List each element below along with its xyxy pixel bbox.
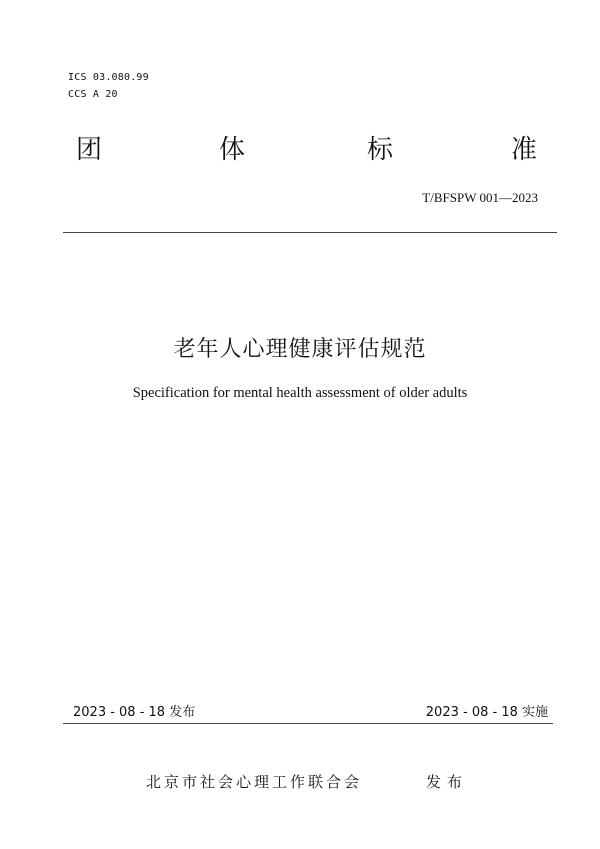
standard-type-char-1: 团 xyxy=(76,135,103,165)
document-title-english: Specification for mental health assessment of older adults xyxy=(132,385,468,401)
implementation-date: 2023 - 08 - 18 实施 xyxy=(425,705,548,720)
ccs-code: CCS A 20 xyxy=(68,89,118,100)
issue-date: 2023 - 08 - 18 发布 xyxy=(73,705,196,720)
standard-number: T/BFSPW 001—2023 xyxy=(422,190,538,205)
standard-type-char-3: 标 xyxy=(367,135,394,165)
standard-type-char-2: 体 xyxy=(219,135,246,165)
bottom-divider xyxy=(63,723,553,724)
publish-label: 发布 xyxy=(426,773,469,791)
publisher-name: 北京市社会心理工作联合会 xyxy=(146,773,363,791)
document-title-chinese: 老年人心理健康评估规范 xyxy=(173,337,427,362)
ics-code: ICS 03.080.99 xyxy=(68,72,149,83)
standard-type-char-4: 准 xyxy=(511,135,538,165)
top-divider xyxy=(63,232,557,233)
